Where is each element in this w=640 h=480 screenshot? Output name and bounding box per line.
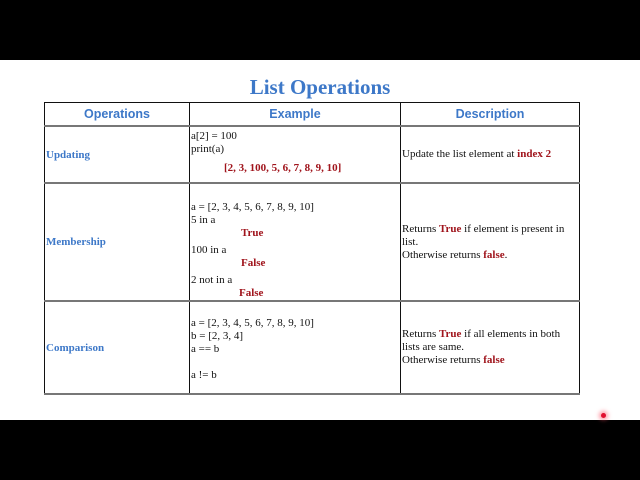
code-line: a = [2, 3, 4, 5, 6, 7, 8, 9, 10] (191, 317, 314, 329)
description-highlight: false (483, 354, 505, 366)
code-line: print(a) (191, 143, 224, 155)
code-line: a[2] = 100 (191, 130, 237, 142)
table-row (45, 126, 580, 183)
code-output: [2, 3, 100, 5, 6, 7, 8, 9, 10] (224, 162, 342, 174)
code-output: False (241, 257, 266, 269)
example-cell (190, 126, 401, 183)
description-text: Otherwise returns (402, 248, 484, 261)
table-row (45, 301, 580, 394)
description-text: Otherwise returns (402, 354, 484, 366)
operation-name: Comparison (45, 301, 190, 394)
header-row (45, 103, 580, 127)
code-line: b = [2, 3, 4] (191, 330, 244, 342)
header-operations: Operations (45, 103, 190, 127)
description-highlight: false (483, 248, 505, 261)
table-row (45, 183, 580, 301)
description-cell (401, 301, 580, 394)
description-highlight: index 2 (517, 148, 552, 160)
description-text: Returns (402, 328, 439, 340)
description-text: . (504, 248, 508, 261)
code-output: True (241, 227, 264, 239)
list-operations-table (44, 102, 580, 395)
code-line: a = [2, 3, 4, 5, 6, 7, 8, 9, 10] (191, 201, 314, 213)
description-highlight: True (438, 328, 462, 340)
code-line: a != b (191, 369, 217, 381)
code-output: False (239, 287, 264, 299)
operation-name: Membership (45, 183, 190, 301)
example-cell (190, 183, 401, 301)
description-cell (401, 183, 580, 301)
slide (0, 60, 640, 420)
code-line: 5 in a (191, 214, 216, 226)
description-text: if all elements in both lists are same. (402, 328, 561, 353)
page-title: List Operations (249, 75, 391, 99)
code-line: a == b (191, 343, 220, 355)
description-text: Returns (402, 222, 439, 235)
header-example: Example (190, 103, 401, 127)
laser-pointer-icon (601, 413, 606, 418)
description-highlight: True (438, 222, 462, 235)
code-line: 100 in a (191, 244, 227, 256)
description-cell (401, 126, 580, 183)
example-cell (190, 301, 401, 394)
header-description: Description (401, 103, 580, 127)
code-line: 2 not in a (191, 274, 233, 286)
description-text: if element is present in list. (402, 222, 565, 248)
description-text: Update the list element at (402, 148, 518, 160)
operation-name: Updating (45, 126, 190, 183)
